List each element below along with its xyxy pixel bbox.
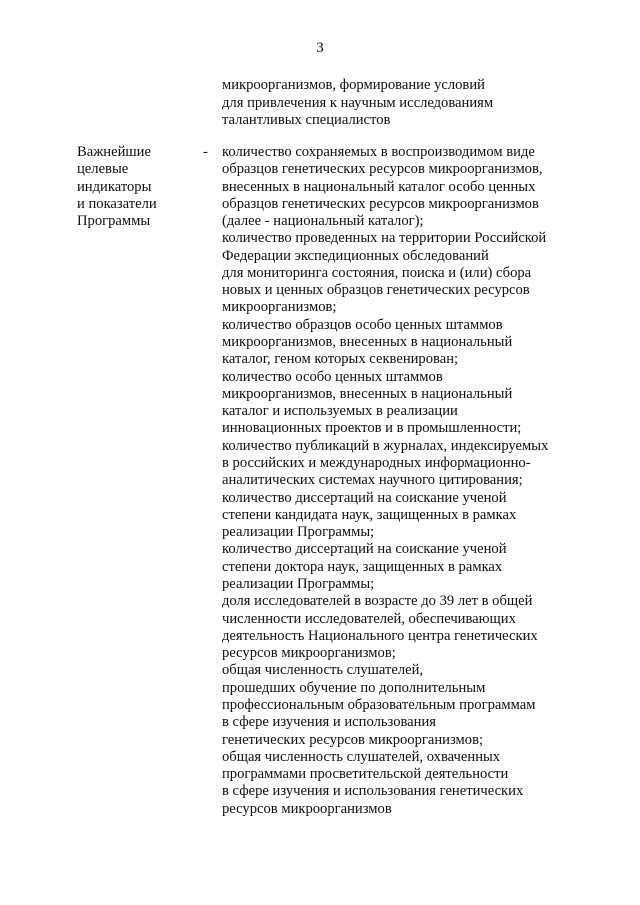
- indicator-line: профессиональным образовательным программам: [222, 697, 536, 713]
- indicator-line: реализации Программы;: [222, 576, 375, 592]
- indicator-line: количество сохраняемых в воспроизводимом виде: [222, 144, 535, 160]
- indicator-line: для мониторинга состояния, поиска и (или) сбора: [222, 265, 532, 281]
- indicator-line: в российских и международных информационно-: [222, 455, 531, 471]
- indicator-line: аналитических системах научного цитирования;: [222, 472, 523, 488]
- indicator-line: количество публикаций в журналах, индексируемых: [222, 438, 549, 454]
- indicator-line: микроорганизмов, внесенных в национальный: [222, 334, 513, 350]
- section-label-line: целевые: [77, 161, 129, 177]
- indicator-line: микроорганизмов, внесенных в национальный: [222, 386, 513, 402]
- indicator-line: генетических ресурсов микроорганизмов;: [222, 732, 484, 748]
- indicator-line: образцов генетических ресурсов микроорганизмов,: [222, 161, 543, 177]
- indicator-line: Федерации экспедиционных обследований: [222, 248, 489, 264]
- indicator-line: (далее - национальный каталог);: [222, 213, 424, 229]
- indicator-line: программами просветительской деятельности: [222, 766, 509, 782]
- indicator-line: ресурсов микроорганизмов: [222, 801, 392, 817]
- section-label-line: и показатели: [77, 196, 157, 212]
- intro-line: талантливых специалистов: [222, 112, 391, 128]
- indicator-line: степени кандидата наук, защищенных в рамках: [222, 507, 517, 523]
- intro-line: для привлечения к научным исследованиям: [222, 95, 494, 111]
- indicator-line: прошедших обучение по дополнительным: [222, 680, 486, 696]
- indicator-line: инновационных проектов и в промышленности;: [222, 420, 522, 436]
- section-label-line: индикаторы: [77, 179, 152, 195]
- indicator-line: степени доктора наук, защищенных в рамках: [222, 559, 503, 575]
- indicator-line: в сфере изучения и использования: [222, 714, 436, 730]
- indicator-line: количество диссертаций на соискание ученой: [222, 541, 507, 557]
- indicator-line: новых и ценных образцов генетических ресурсов: [222, 282, 530, 298]
- indicator-line: общая численность слушателей, охваченных: [222, 749, 501, 765]
- indicator-line: каталог и используемых в реализации: [222, 403, 458, 419]
- indicator-line: каталог, геном которых секвенирован;: [222, 351, 459, 367]
- section-label-line: Важнейшие: [77, 144, 151, 160]
- indicator-line: доля исследователей в возрасте до 39 лет в общей: [222, 593, 533, 609]
- indicator-line: деятельность Национального центра генетических: [222, 628, 538, 644]
- list-dash: -: [203, 144, 208, 160]
- indicator-line: общая численность слушателей,: [222, 662, 424, 678]
- indicator-line: ресурсов микроорганизмов;: [222, 645, 396, 661]
- indicator-line: количество диссертаций на соискание ученой: [222, 490, 507, 506]
- indicator-line: количество особо ценных штаммов: [222, 369, 443, 385]
- indicator-line: численности исследователей, обеспечивающих: [222, 611, 516, 627]
- indicator-line: реализации Программы;: [222, 524, 375, 540]
- indicator-line: количество проведенных на территории Российской: [222, 230, 547, 246]
- section-label-line: Программы: [77, 213, 151, 229]
- page-number: 3: [316, 40, 324, 56]
- indicator-line: в сфере изучения и использования генетических: [222, 783, 524, 799]
- intro-line: микроорганизмов, формирование условий: [222, 77, 485, 93]
- indicator-line: микроорганизмов;: [222, 299, 337, 315]
- indicator-line: образцов генетических ресурсов микроорганизмов: [222, 196, 539, 212]
- indicator-line: внесенных в национальный каталог особо ценных: [222, 179, 536, 195]
- indicator-line: количество образцов особо ценных штаммов: [222, 317, 503, 333]
